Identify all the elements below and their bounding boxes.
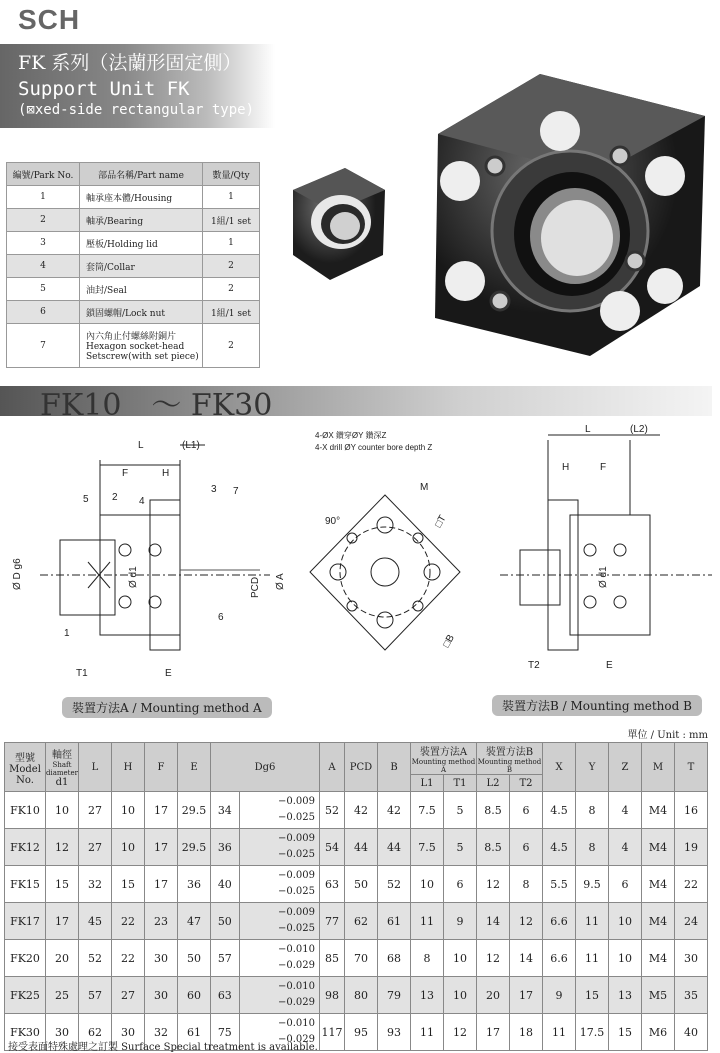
header-X: X [543, 743, 576, 792]
dim-d1-a: Ø d1 [128, 566, 139, 588]
tol-upper: −0.010 [277, 981, 315, 992]
header-d1-sym: d1 [55, 777, 69, 788]
spec-cell-E: 36 [177, 866, 210, 903]
dim-T1: T1 [76, 668, 88, 679]
spec-cell-L: 45 [78, 903, 111, 940]
dim-T: □T [433, 513, 449, 530]
parts-row [7, 209, 260, 232]
spec-cell-D: 36 [210, 829, 239, 866]
spec-cell-M: M4 [642, 792, 675, 829]
mounting-method-a-label: 裝置方法A / Mounting method A [62, 697, 272, 718]
spec-cell-PCD: 70 [345, 940, 378, 977]
header-F: F [144, 743, 177, 792]
header-d1-en: Shaft diameter [46, 761, 78, 777]
spec-cell-X: 5.5 [543, 866, 576, 903]
spec-cell-PCD: 42 [345, 792, 378, 829]
spec-cell-L2: 8.5 [477, 792, 510, 829]
parts-qty: 2 [203, 278, 260, 301]
spec-cell-d1: 15 [46, 866, 79, 903]
dim-H-a: H [162, 468, 170, 479]
spec-cell-L: 32 [78, 866, 111, 903]
spec-cell-PCD: 62 [345, 903, 378, 940]
spec-cell-H: 27 [111, 977, 144, 1014]
spec-cell-E: 29.5 [177, 792, 210, 829]
spec-cell-F: 30 [144, 940, 177, 977]
spec-cell-T2: 8 [510, 866, 543, 903]
spec-cell-model: FK10 [5, 792, 46, 829]
header-L1: L1 [411, 775, 444, 792]
header-L2: L2 [477, 775, 510, 792]
spec-cell-PCD: 80 [345, 977, 378, 1014]
tol-lower: −0.025 [277, 812, 315, 823]
spec-cell-D: 40 [210, 866, 239, 903]
spec-cell-B: 52 [378, 866, 411, 903]
parts-name: 壓板/Holding lid [80, 232, 203, 255]
parts-no: 5 [7, 278, 80, 301]
header-A: A [320, 743, 345, 792]
spec-cell-model: FK12 [5, 829, 46, 866]
spec-cell-L: 27 [78, 829, 111, 866]
parts-table [6, 162, 260, 368]
spec-cell-T: 40 [675, 1014, 708, 1051]
spec-cell-model: FK15 [5, 866, 46, 903]
spec-cell-E: 29.5 [177, 829, 210, 866]
header-method-a [411, 743, 477, 775]
spec-cell-B: 44 [378, 829, 411, 866]
spec-cell-D: 34 [210, 792, 239, 829]
spec-cell-L2: 17 [477, 1014, 510, 1051]
spec-cell-X: 4.5 [543, 829, 576, 866]
spec-cell-T2: 6 [510, 792, 543, 829]
header-PCD: PCD [345, 743, 378, 792]
spec-cell-L: 27 [78, 792, 111, 829]
spec-cell-PCD: 44 [345, 829, 378, 866]
spec-row [5, 792, 708, 829]
parts-no: 2 [7, 209, 80, 232]
spec-cell-X: 6.6 [543, 903, 576, 940]
spec-cell-M: M4 [642, 866, 675, 903]
spec-cell-L2: 8.5 [477, 829, 510, 866]
spec-cell-T2: 6 [510, 829, 543, 866]
spec-cell-F: 23 [144, 903, 177, 940]
lock-nut-photo [285, 160, 390, 285]
spec-cell-A: 85 [320, 940, 345, 977]
callout-1: 1 [64, 628, 70, 639]
spec-cell-F: 32 [144, 1014, 177, 1051]
spec-cell-PCD: 50 [345, 866, 378, 903]
header-M: M [642, 743, 675, 792]
header-T: T [675, 743, 708, 792]
spec-cell-L1: 10 [411, 866, 444, 903]
spec-cell-H: 10 [111, 829, 144, 866]
callout-6: 6 [218, 612, 224, 623]
spec-cell-Z: 10 [609, 903, 642, 940]
spec-cell-E: 61 [177, 1014, 210, 1051]
parts-header-name: 部品名稱/Part name [80, 163, 203, 186]
dim-E-a: E [165, 668, 172, 679]
spec-cell-L1: 7.5 [411, 829, 444, 866]
spec-cell-Y: 17.5 [576, 1014, 609, 1051]
spec-cell-A: 98 [320, 977, 345, 1014]
spec-cell-Y: 8 [576, 792, 609, 829]
spec-cell-Y: 11 [576, 903, 609, 940]
spec-cell-T: 22 [675, 866, 708, 903]
spec-cell-E: 50 [177, 940, 210, 977]
callout-4: 4 [139, 496, 145, 507]
spec-row [5, 866, 708, 903]
spec-cell-X: 6.6 [543, 940, 576, 977]
parts-qty: 1組/1 set [203, 209, 260, 232]
title-chinese: FK 系列（法蘭形固定側） [18, 52, 242, 74]
spec-cell-L2: 20 [477, 977, 510, 1014]
tol-upper: −0.010 [277, 1018, 315, 1029]
dim-H-b: H [562, 462, 570, 473]
spec-cell-model: FK25 [5, 977, 46, 1014]
header-T2: T2 [510, 775, 543, 792]
callout-3: 3 [211, 484, 217, 495]
spec-cell-T1: 10 [444, 977, 477, 1014]
tol-lower: −0.025 [277, 886, 315, 897]
header-model: 型號 Model No. [5, 743, 46, 792]
header-B: B [378, 743, 411, 792]
parts-no: 7 [7, 324, 80, 368]
spec-cell-B: 61 [378, 903, 411, 940]
spec-cell-d1: 25 [46, 977, 79, 1014]
brand-logo: SCH [18, 4, 81, 35]
spec-cell-X: 9 [543, 977, 576, 1014]
spec-cell-L1: 11 [411, 903, 444, 940]
parts-no: 4 [7, 255, 80, 278]
spec-cell-T: 30 [675, 940, 708, 977]
spec-cell-d1: 12 [46, 829, 79, 866]
footnote: 接受表面特殊處理之訂製 Surface Special treatment is available. [8, 1042, 318, 1053]
spec-cell-T1: 5 [444, 792, 477, 829]
spec-cell-X: 11 [543, 1014, 576, 1051]
spec-cell-d1: 20 [46, 940, 79, 977]
spec-cell-tolerance [239, 977, 319, 1014]
spec-cell-F: 17 [144, 866, 177, 903]
header-method-a-cn: 裝置方法A [419, 747, 468, 758]
spec-cell-L1: 8 [411, 940, 444, 977]
technical-drawing [0, 420, 720, 720]
dim-F-a: F [122, 468, 129, 479]
parts-no: 1 [7, 186, 80, 209]
header-T1: T1 [444, 775, 477, 792]
spec-cell-E: 60 [177, 977, 210, 1014]
spec-cell-L2: 12 [477, 866, 510, 903]
parts-no: 3 [7, 232, 80, 255]
dim-D-g6: Ø D g6 [12, 558, 23, 590]
spec-cell-H: 15 [111, 866, 144, 903]
spec-cell-E: 47 [177, 903, 210, 940]
parts-header-qty: 數量/Qty [203, 163, 260, 186]
header-method-b [477, 743, 543, 775]
spec-cell-T1: 10 [444, 940, 477, 977]
spec-cell-D: 57 [210, 940, 239, 977]
spec-cell-T2: 17 [510, 977, 543, 1014]
parts-qty: 2 [203, 324, 260, 368]
spec-row [5, 903, 708, 940]
spec-cell-T: 19 [675, 829, 708, 866]
spec-cell-H: 10 [111, 792, 144, 829]
range-title: FK10 ～ FK30 [40, 388, 273, 423]
spec-cell-tolerance [239, 829, 319, 866]
spec-cell-F: 17 [144, 829, 177, 866]
spec-cell-Z: 6 [609, 866, 642, 903]
spec-cell-A: 54 [320, 829, 345, 866]
spec-cell-Z: 15 [609, 1014, 642, 1051]
spec-cell-T: 35 [675, 977, 708, 1014]
callout-2: 2 [112, 492, 118, 503]
spec-cell-L1: 13 [411, 977, 444, 1014]
spec-cell-A: 77 [320, 903, 345, 940]
spec-row [5, 829, 708, 866]
spec-cell-H: 22 [111, 903, 144, 940]
header-E: E [177, 743, 210, 792]
callout-5: 5 [83, 494, 89, 505]
hole-note-en: 4-X drill ØY counter bore depth Z [315, 443, 433, 452]
spec-cell-D: 75 [210, 1014, 239, 1051]
header-d1 [46, 743, 79, 792]
spec-cell-T: 16 [675, 792, 708, 829]
parts-qty: 1組/1 set [203, 301, 260, 324]
spec-cell-B: 79 [378, 977, 411, 1014]
spec-cell-D: 50 [210, 903, 239, 940]
parts-row [7, 301, 260, 324]
header-L: L [78, 743, 111, 792]
parts-name: 套筒/Collar [80, 255, 203, 278]
spec-cell-L2: 14 [477, 903, 510, 940]
tol-upper: −0.009 [277, 870, 315, 881]
spec-cell-d1: 10 [46, 792, 79, 829]
dim-d1-b: Ø d1 [598, 566, 609, 588]
header-method-a-en: Mounting method A [411, 758, 476, 774]
spec-cell-tolerance [239, 792, 319, 829]
spec-cell-L: 62 [78, 1014, 111, 1051]
spec-cell-X: 4.5 [543, 792, 576, 829]
spec-cell-M: M4 [642, 903, 675, 940]
dim-T2: T2 [528, 660, 540, 671]
dim-L-a: L [138, 440, 144, 451]
spec-cell-L1: 11 [411, 1014, 444, 1051]
spec-row [5, 940, 708, 977]
parts-name: 內六角止付螺絲附銅片 Hexagon socket-head Setscrew(with set piece) [80, 324, 203, 368]
spec-cell-Y: 15 [576, 977, 609, 1014]
dim-L-b: L [585, 424, 591, 435]
spec-cell-T1: 9 [444, 903, 477, 940]
spec-cell-Z: 4 [609, 792, 642, 829]
spec-cell-T2: 18 [510, 1014, 543, 1051]
spec-row [5, 977, 708, 1014]
title-subtitle: (⊠xed-side rectangular type) [18, 102, 255, 118]
spec-cell-tolerance [239, 866, 319, 903]
spec-cell-H: 22 [111, 940, 144, 977]
parts-row [7, 324, 260, 368]
parts-qty: 1 [203, 186, 260, 209]
spec-cell-d1: 17 [46, 903, 79, 940]
tol-lower: −0.029 [277, 997, 315, 1008]
spec-cell-M: M4 [642, 940, 675, 977]
spec-cell-B: 68 [378, 940, 411, 977]
tol-lower: −0.025 [277, 849, 315, 860]
header-H: H [111, 743, 144, 792]
spec-cell-d1: 30 [46, 1014, 79, 1051]
dim-L2: (L2) [630, 424, 648, 435]
header-Y: Y [576, 743, 609, 792]
tol-lower: −0.025 [277, 923, 315, 934]
mounting-method-b-label: 裝置方法B / Mounting method B [492, 695, 702, 716]
title-band [0, 44, 275, 128]
tol-upper: −0.010 [277, 944, 315, 955]
spec-cell-T1: 12 [444, 1014, 477, 1051]
spec-cell-L: 57 [78, 977, 111, 1014]
spec-cell-T1: 5 [444, 829, 477, 866]
spec-cell-PCD: 95 [345, 1014, 378, 1051]
hole-note-cn: 4-ØX 鑽穿ØY 鑽深Z [315, 431, 387, 440]
tol-upper: −0.009 [277, 796, 315, 807]
header-method-b-en: Mounting method B [477, 758, 542, 774]
spec-cell-H: 30 [111, 1014, 144, 1051]
header-d1-cn: 軸徑 [51, 750, 72, 761]
parts-qty: 1 [203, 232, 260, 255]
spec-cell-B: 42 [378, 792, 411, 829]
spec-cell-F: 17 [144, 792, 177, 829]
header-Z: Z [609, 743, 642, 792]
spec-cell-model: FK20 [5, 940, 46, 977]
spec-cell-model: FK30 [5, 1014, 46, 1051]
dim-E-b: E [606, 660, 613, 671]
spec-cell-A: 63 [320, 866, 345, 903]
spec-cell-L: 52 [78, 940, 111, 977]
drawing-view-a [40, 445, 270, 650]
spec-cell-T1: 6 [444, 866, 477, 903]
spec-cell-L1: 7.5 [411, 792, 444, 829]
tol-upper: −0.009 [277, 833, 315, 844]
parts-row [7, 232, 260, 255]
spec-cell-M: M6 [642, 1014, 675, 1051]
header-method-b-cn: 裝置方法B [485, 747, 534, 758]
spec-cell-T2: 14 [510, 940, 543, 977]
spec-cell-Z: 4 [609, 829, 642, 866]
spec-cell-Y: 11 [576, 940, 609, 977]
parts-qty: 2 [203, 255, 260, 278]
unit-label: 單位 / Unit : mm [627, 730, 708, 741]
spec-cell-Z: 13 [609, 977, 642, 1014]
spec-cell-M: M5 [642, 977, 675, 1014]
parts-name: 鎖固螺帽/Lock nut [80, 301, 203, 324]
callout-7: 7 [233, 486, 239, 497]
spec-cell-Y: 8 [576, 829, 609, 866]
dim-L1: (L1) [182, 440, 200, 451]
dim-M: M [420, 482, 429, 493]
spec-cell-F: 30 [144, 977, 177, 1014]
parts-name: 軸承/Bearing [80, 209, 203, 232]
parts-header-no: 編號/Park No. [7, 163, 80, 186]
parts-name: 軸承座本體/Housing [80, 186, 203, 209]
spec-cell-tolerance [239, 903, 319, 940]
spec-cell-D: 63 [210, 977, 239, 1014]
spec-cell-T2: 12 [510, 903, 543, 940]
housing-photo [420, 56, 710, 361]
parts-row [7, 186, 260, 209]
spec-cell-tolerance [239, 940, 319, 977]
spec-cell-A: 117 [320, 1014, 345, 1051]
dim-B: □B [441, 632, 457, 650]
spec-cell-L2: 12 [477, 940, 510, 977]
title-english: Support Unit FK [18, 78, 190, 100]
header-Dg6: Dg6 [210, 743, 319, 792]
parts-row [7, 255, 260, 278]
tol-lower: −0.029 [277, 1034, 315, 1045]
spec-cell-Y: 9.5 [576, 866, 609, 903]
dim-PCD: PCD [250, 576, 261, 598]
spec-cell-Z: 10 [609, 940, 642, 977]
spec-cell-model: FK17 [5, 903, 46, 940]
spec-cell-M: M4 [642, 829, 675, 866]
parts-name: 油封/Seal [80, 278, 203, 301]
parts-row [7, 278, 260, 301]
angle-90: 90° [325, 516, 341, 527]
parts-no: 6 [7, 301, 80, 324]
tol-lower: −0.029 [277, 960, 315, 971]
spec-cell-T: 24 [675, 903, 708, 940]
spec-table [4, 742, 708, 1051]
spec-cell-B: 93 [378, 1014, 411, 1051]
dim-A: Ø A [275, 573, 286, 590]
tol-upper: −0.009 [277, 907, 315, 918]
dim-F-b: F [600, 462, 607, 473]
spec-cell-A: 52 [320, 792, 345, 829]
